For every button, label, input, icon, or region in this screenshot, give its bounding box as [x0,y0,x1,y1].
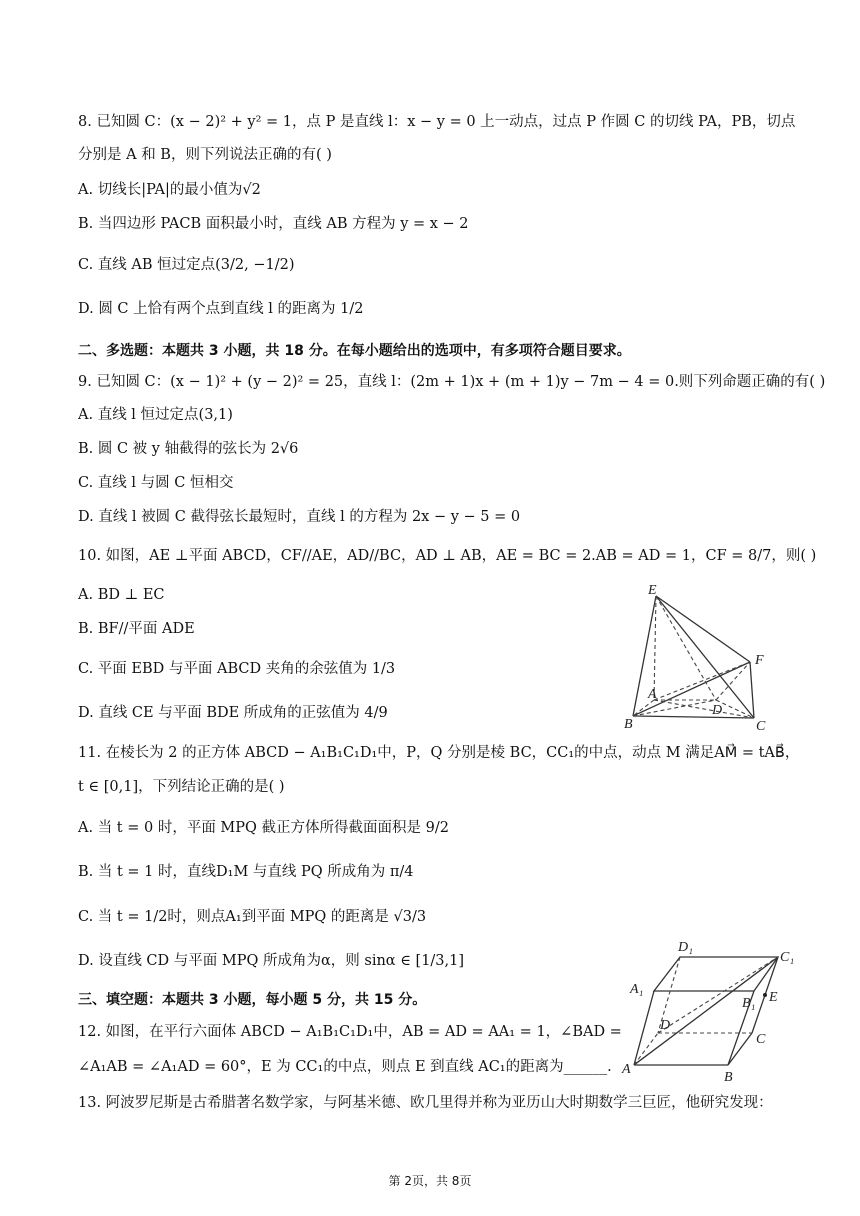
fig12-label-A1: A₁ [630,982,644,997]
q9-option-d: D. 直线 l 被圆 C 截得弦长最短时，直线 l 的方程为 2x − y − 5 = 0 [78,509,521,525]
fig10-label-F: F [755,653,764,668]
q9-option-b: B. 圆 C 被 y 轴截得的弦长为 2√6 [78,441,299,457]
fig10-label-A: A [648,687,657,702]
q8-option-c: C. 直线 AB 恒过定点(3/2, −1/2) [78,257,295,273]
fig12-label-E: E [769,990,778,1005]
q10-option-a: A. BD ⊥ EC [78,587,165,603]
q8-option-d: D. 圆 C 上恰有两个点到直线 l 的距离为 1/2 [78,301,364,317]
q8-option-b: B. 当四边形 PACB 面积最小时，直线 AB 方程为 y = x − 2 [78,216,469,232]
q9-stem: 9. 已知圆 C：(x − 1)² + (y − 2)² = 25，直线 l：(2m + 1)x + (m + 1)y − 7m − 4 = 0.则下列命题正确的有( ) [78,374,826,390]
q11-option-c: C. 当 t = 1/2时，则点A₁到平面 MPQ 的距离是 √3/3 [78,909,427,925]
fig12-label-D1: D₁ [678,940,693,955]
q10-option-c: C. 平面 EBD 与平面 ABCD 夹角的余弦值为 1/3 [78,661,396,677]
q11-stem-line2: t ∈ [0,1]，下列结论正确的是( ) [78,779,285,795]
q10-option-d: D. 直线 CE 与平面 BDE 所成角的正弦值为 4/9 [78,705,388,721]
q8-stem-line1: 8. 已知圆 C：(x − 2)² + y² = 1，点 P 是直线 l：x − y = 0 上一动点，过点 P 作圆 C 的切线 PA，PB，切点 [78,114,796,130]
fig12-label-B: B [724,1070,733,1085]
section-heading-multiple-choice: 二、多选题：本题共 3 小题，共 18 分。在每小题给出的选项中，有多项符合题目要求。 [78,343,631,359]
fig10-label-C: C [756,719,766,734]
q8-option-a: A. 切线长|PA|的最小值为√2 [78,182,261,198]
fig10-label-E: E [648,583,657,598]
q12-parallelepiped-figure [620,935,800,1085]
q11-option-b: B. 当 t = 1 时，直线D₁M 与直线 PQ 所成角为 π/4 [78,864,414,880]
fig10-label-D: D [712,703,723,718]
q10-pyramid-figure [620,580,780,740]
q8-stem-line2: 分别是 A 和 B，则下列说法正确的有( ) [78,147,332,163]
fig12-label-B1: B₁ [742,996,756,1011]
q11-stem-line1: 11. 在棱长为 2 的正方体 ABCD − A₁B₁C₁D₁中，P，Q 分别是棱 BC，CC₁的中点，动点 M 满足AM⃗ = tAB⃗， [78,745,800,761]
fig12-label-C1: C₁ [780,950,795,965]
q13-stem-line1: 13. 阿波罗尼斯是古希腊著名数学家，与阿基米德、欧几里得并称为亚历山大时期数学三巨匠，他研究发现： [78,1095,773,1111]
q9-option-c: C. 直线 l 与圆 C 恒相交 [78,475,234,491]
q10-stem: 10. 如图，AE ⊥平面 ABCD，CF//AE，AD//BC，AD ⊥ AB，AE = BC = 2.AB = AD = 1，CF = 8/7，则( ) [78,548,817,564]
page-footer: 第 2页，共 8页 [388,1174,472,1188]
q11-option-a: A. 当 t = 0 时，平面 MPQ 截正方体所得截面面积是 9/2 [78,820,449,836]
fig12-label-C: C [756,1032,766,1047]
fig10-label-B: B [624,717,633,732]
q12-stem-line1: 12. 如图，在平行六面体 ABCD − A₁B₁C₁D₁中，AB = AD = AA₁ = 1，∠BAD = [78,1024,622,1040]
fig12-label-D: D [660,1018,671,1033]
fig12-label-A: A [622,1062,631,1077]
q9-option-a: A. 直线 l 恒过定点(3,1) [78,407,233,423]
q11-option-d: D. 设直线 CD 与平面 MPQ 所成角为α，则 sinα ∈ [1/3,1] [78,953,465,969]
section-heading-fill-in: 三、填空题：本题共 3 小题，每小题 5 分，共 15 分。 [78,992,427,1008]
q12-stem-line2: ∠A₁AB = ∠A₁AD = 60°，E 为 CC₁的中点，则点 E 到直线 AC₁的距离为______. [78,1059,612,1075]
q10-option-b: B. BF//平面 ADE [78,621,195,637]
